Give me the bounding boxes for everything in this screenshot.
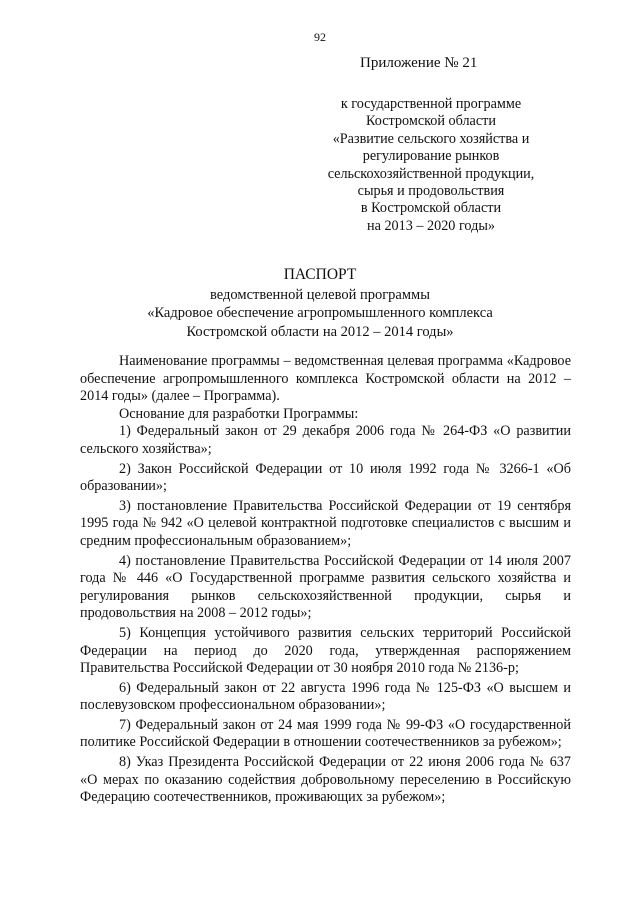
program-name-paragraph: Наименование программы – ведомственная целевая программа «Кадровое обеспечение агропромышленного комплекса Костромской области на 2012 – 2014 годы» (далее – Программа).: [80, 353, 571, 405]
passport-subtitle-line: «Кадровое обеспечение агропромышленного комплекса: [147, 305, 493, 321]
basis-item: 2) Закон Российской Федерации от 10 июля 1992 года № 3266-1 «Об образовании»;: [80, 460, 571, 495]
appendix-line: Костромской области: [366, 113, 496, 130]
document-body: [80, 353, 571, 807]
passport-subtitle-line: Костромской области на 2012 – 2014 годы»: [186, 323, 454, 340]
appendix-block: [300, 96, 562, 235]
appendix-line: в Костромской области: [360, 200, 502, 217]
basis-item: 8) Указ Президента Российской Федерации от 22 июня 2006 года № 637 «О мерах по оказанию содействия добровольному переселению в Российскую Федерацию соотечественников, проживающих за рубежом»;: [80, 754, 571, 806]
appendix-title: Приложение № 21: [360, 55, 478, 71]
appendix-line: «Развитие сельского хозяйства и: [332, 130, 530, 147]
appendix-line: на 2013 – 2020 годы»: [367, 217, 495, 234]
basis-item: 4) постановление Правительства Российской Федерации от 14 июля 2007 года № 446 «О Государственной программе развития сельского хозяйства и регулирования рынков сельскохозяйственной продукции, сырья и продовольствия на 2008 – 2012 годы»;: [80, 552, 571, 622]
appendix-line: сырья и продовольствия: [357, 183, 505, 200]
basis-item: 6) Федеральный закон от 22 августа 1996 года № 125-ФЗ «О высшем и послевузовском профессиональном образовании»;: [80, 679, 571, 714]
passport-subtitle-line: ведомственной целевой программы: [210, 286, 430, 303]
basis-item: 1) Федеральный закон от 29 декабря 2006 года № 264-ФЗ «О развитии сельского хозяйства»;: [80, 423, 571, 457]
passport-title-block: [0, 266, 640, 341]
basis-item: 3) постановление Правительства Российской Федерации от 19 сентября 1995 года № 942 «О целевой контрактной подготовке специалистов с высшим и средним профессиональным образованием»;: [80, 497, 571, 549]
basis-title: Основание для разработки Программы:: [119, 405, 359, 422]
page-number: 92: [314, 30, 326, 44]
basis-item: 7) Федеральный закон от 24 мая 1999 года № 99-ФЗ «О государственной политике Российской Федерации в отношении соотечественников за рубежом»;: [80, 716, 571, 751]
appendix-line: сельскохозяйственной продукции,: [327, 165, 535, 182]
appendix-line: регулирование рынков: [362, 148, 500, 165]
basis-item: 5) Концепция устойчивого развития сельских территорий Российской Федерации на период до 2020 года, утвержденная распоряжением Правительства Российской Федерации от 30 ноября 2010 года № 2136-р;: [80, 624, 571, 677]
appendix-line: к государственной программе: [340, 96, 522, 112]
passport-heading: ПАСПОРТ: [283, 266, 357, 283]
